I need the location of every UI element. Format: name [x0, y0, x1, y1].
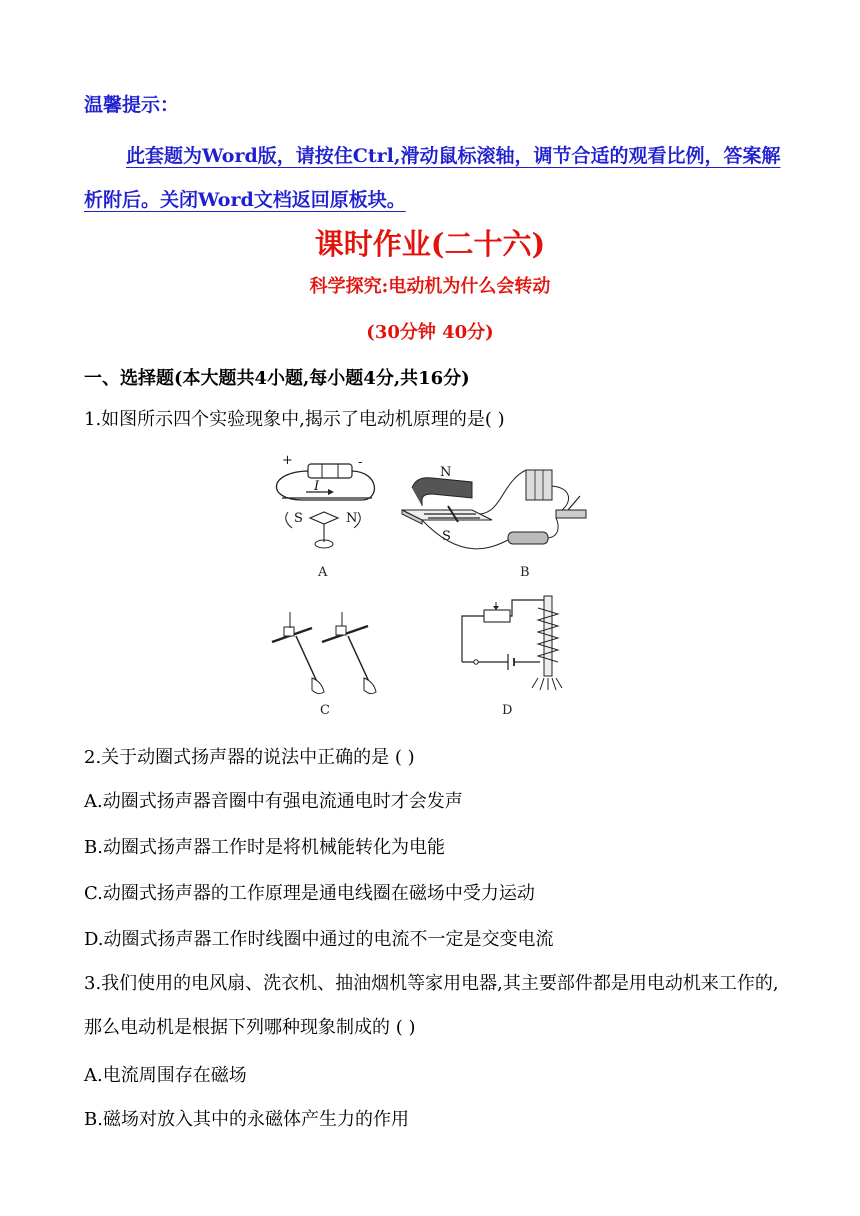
battery-icon — [308, 464, 352, 478]
figure-d-caption: D — [502, 703, 513, 718]
question-3-option-a: A.电流周围存在磁场 — [84, 1065, 247, 1086]
question-1-stem: 1.如图所示四个实验现象中,揭示了电动机原理的是( ) — [84, 409, 505, 430]
figure-c-caption: C — [320, 703, 330, 718]
compass-needle-icon — [310, 512, 338, 524]
figure-a-plus-label: + — [282, 453, 293, 468]
question-1-figure — [262, 452, 602, 722]
question-3-stem: 3.我们使用的电风扇、洗衣机、抽油烟机等家用电器,其主要部件都是用电动机来工作的,那么电动机是根据下列哪种现象制成的 ( ) — [84, 973, 779, 1038]
question-2-option-d: D.动圈式扬声器工作时线圈中通过的电流不一定是交变电流 — [84, 929, 554, 950]
figure-c-hand-rods — [272, 612, 376, 718]
page-subtitle: 科学探究:电动机为什么会转动 — [309, 276, 551, 297]
figure-b-motor-rails — [402, 465, 586, 580]
rheostat-icon — [508, 532, 548, 544]
time-score-info: (30分钟 40分) — [366, 322, 494, 343]
switch-icon — [556, 510, 586, 518]
figure-a-n-label: N — [346, 511, 358, 526]
figure-a-current-compass — [276, 453, 374, 580]
resistor-icon — [484, 610, 510, 622]
figure-a-minus-label: - — [358, 455, 363, 470]
section-heading: 一、选择题(本大题共4小题,每小题4分,共16分) — [84, 368, 470, 389]
tip-body[interactable]: 此套题为Word版，请按住Ctrl,滑动鼠标滚轴，调节合适的观看比例，答案解析附后。关闭Word文档返回原板块。 — [84, 145, 781, 211]
figure-b-n-label: N — [440, 465, 452, 480]
figure-b-caption: B — [520, 565, 530, 580]
tip-heading: 温馨提示： — [84, 94, 180, 116]
battery-box-icon — [526, 470, 552, 500]
figure-a-caption: A — [318, 565, 328, 580]
figure-b-s-label: S — [442, 529, 451, 544]
page-title: 课时作业(二十六) — [314, 227, 546, 261]
question-2-stem: 2.关于动圈式扬声器的说法中正确的是 ( ) — [84, 747, 415, 768]
figure-d-electromagnet — [462, 596, 562, 718]
question-3-option-b: B.磁场对放入其中的永磁体产生力的作用 — [84, 1109, 409, 1130]
question-2-option-c: C.动圈式扬声器的工作原理是通电线圈在磁场中受力运动 — [84, 883, 535, 904]
figure-a-s-label: S — [294, 511, 303, 526]
experiment-figure — [262, 452, 602, 722]
question-2-option-a: A.动圈式扬声器音圈中有强电流通电时才会发声 — [84, 791, 463, 812]
figure-a-current-label: I — [314, 479, 320, 494]
question-2-option-b: B.动圈式扬声器工作时是将机械能转化为电能 — [84, 837, 445, 858]
